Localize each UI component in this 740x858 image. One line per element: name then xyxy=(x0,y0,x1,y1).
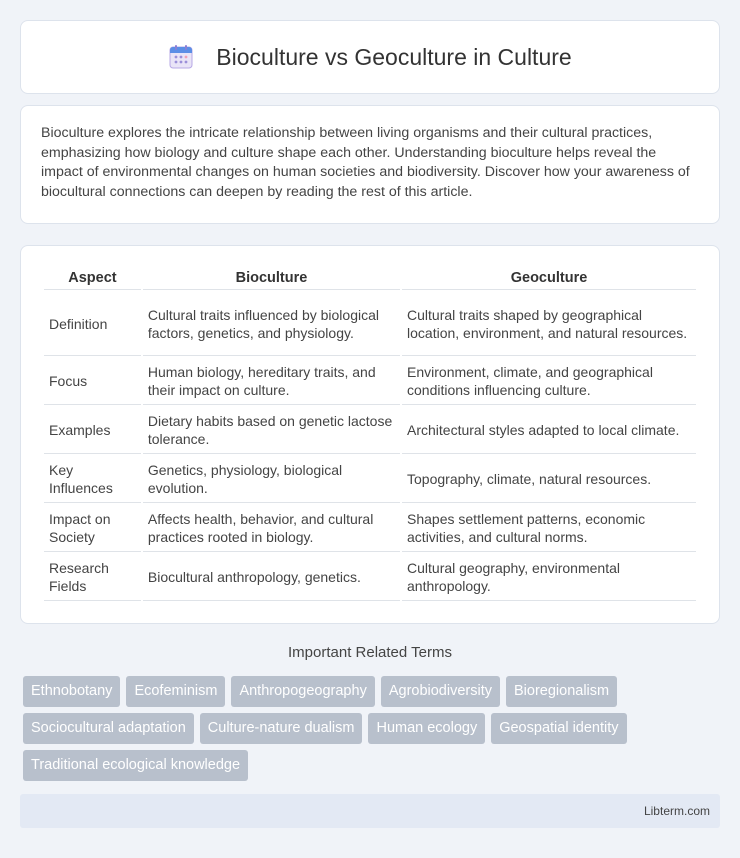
cell-aspect: Examples xyxy=(44,407,141,454)
comparison-table xyxy=(42,264,698,603)
cell-geoculture: Architectural styles adapted to local climate. xyxy=(402,407,696,454)
intro-card xyxy=(20,105,720,224)
related-term-tag[interactable]: Ecofeminism xyxy=(126,676,225,707)
cell-aspect: Impact on Society xyxy=(44,505,141,552)
table-row xyxy=(44,505,696,552)
related-term-tag[interactable]: Geospatial identity xyxy=(491,713,626,744)
cell-bioculture: Dietary habits based on genetic lactose tolerance. xyxy=(143,407,400,454)
cell-geoculture: Environment, climate, and geographical conditions influencing culture. xyxy=(402,358,696,405)
cell-aspect: Focus xyxy=(44,358,141,405)
related-term-tag[interactable]: Sociocultural adaptation xyxy=(23,713,194,744)
comparison-table-card xyxy=(20,245,720,624)
related-term-tag[interactable]: Anthropogeography xyxy=(231,676,374,707)
cell-bioculture: Affects health, behavior, and cultural practices rooted in biology. xyxy=(143,505,400,552)
cell-bioculture: Cultural traits influenced by biological factors, genetics, and physiology. xyxy=(143,292,400,356)
table-row xyxy=(44,358,696,405)
related-term-tag[interactable]: Agrobiodiversity xyxy=(381,676,500,707)
intro-text: Bioculture explores the intricate relationship between living organisms and their cultural practices, emphasizing how biology and culture shape each other. Understanding bioculture helps reveal the impact of environmental changes on human societies and biodiversity. Discover how your awareness of biocultural connections can deepen by reading the rest of this article. xyxy=(41,125,690,200)
cell-geoculture: Cultural geography, environmental anthropology. xyxy=(402,554,696,601)
table-row xyxy=(44,554,696,601)
table-header-row xyxy=(44,266,696,290)
related-terms-title: Important Related Terms xyxy=(288,644,452,661)
cell-aspect: Key Influences xyxy=(44,456,141,503)
related-term-tag[interactable]: Human ecology xyxy=(368,713,485,744)
table-row xyxy=(44,292,696,356)
table-row xyxy=(44,407,696,454)
header-geoculture: Geoculture xyxy=(402,266,696,290)
related-term-tag[interactable]: Culture-nature dualism xyxy=(200,713,363,744)
header-aspect: Aspect xyxy=(44,266,141,290)
cell-aspect: Definition xyxy=(44,292,141,356)
table-row xyxy=(44,456,696,503)
cell-geoculture: Cultural traits shaped by geographical location, environment, and natural resources. xyxy=(402,292,696,356)
cell-bioculture: Human biology, hereditary traits, and their impact on culture. xyxy=(143,358,400,405)
calendar-icon xyxy=(168,44,194,70)
footer-site-link[interactable]: Libterm.com xyxy=(643,804,710,818)
cell-geoculture: Shapes settlement patterns, economic activities, and cultural norms. xyxy=(402,505,696,552)
header-bioculture: Bioculture xyxy=(143,266,400,290)
related-term-tag[interactable]: Ethnobotany xyxy=(23,676,120,707)
related-term-tag[interactable]: Traditional ecological knowledge xyxy=(23,750,248,781)
header-card xyxy=(20,20,720,94)
cell-bioculture: Biocultural anthropology, genetics. xyxy=(143,554,400,601)
cell-bioculture: Genetics, physiology, biological evolution. xyxy=(143,456,400,503)
related-term-tag[interactable]: Bioregionalism xyxy=(506,676,617,707)
footer xyxy=(20,794,720,828)
page-title: Bioculture vs Geoculture in Culture xyxy=(216,43,572,70)
related-terms-list xyxy=(23,676,703,787)
cell-geoculture: Topography, climate, natural resources. xyxy=(402,456,696,503)
cell-aspect: Research Fields xyxy=(44,554,141,601)
